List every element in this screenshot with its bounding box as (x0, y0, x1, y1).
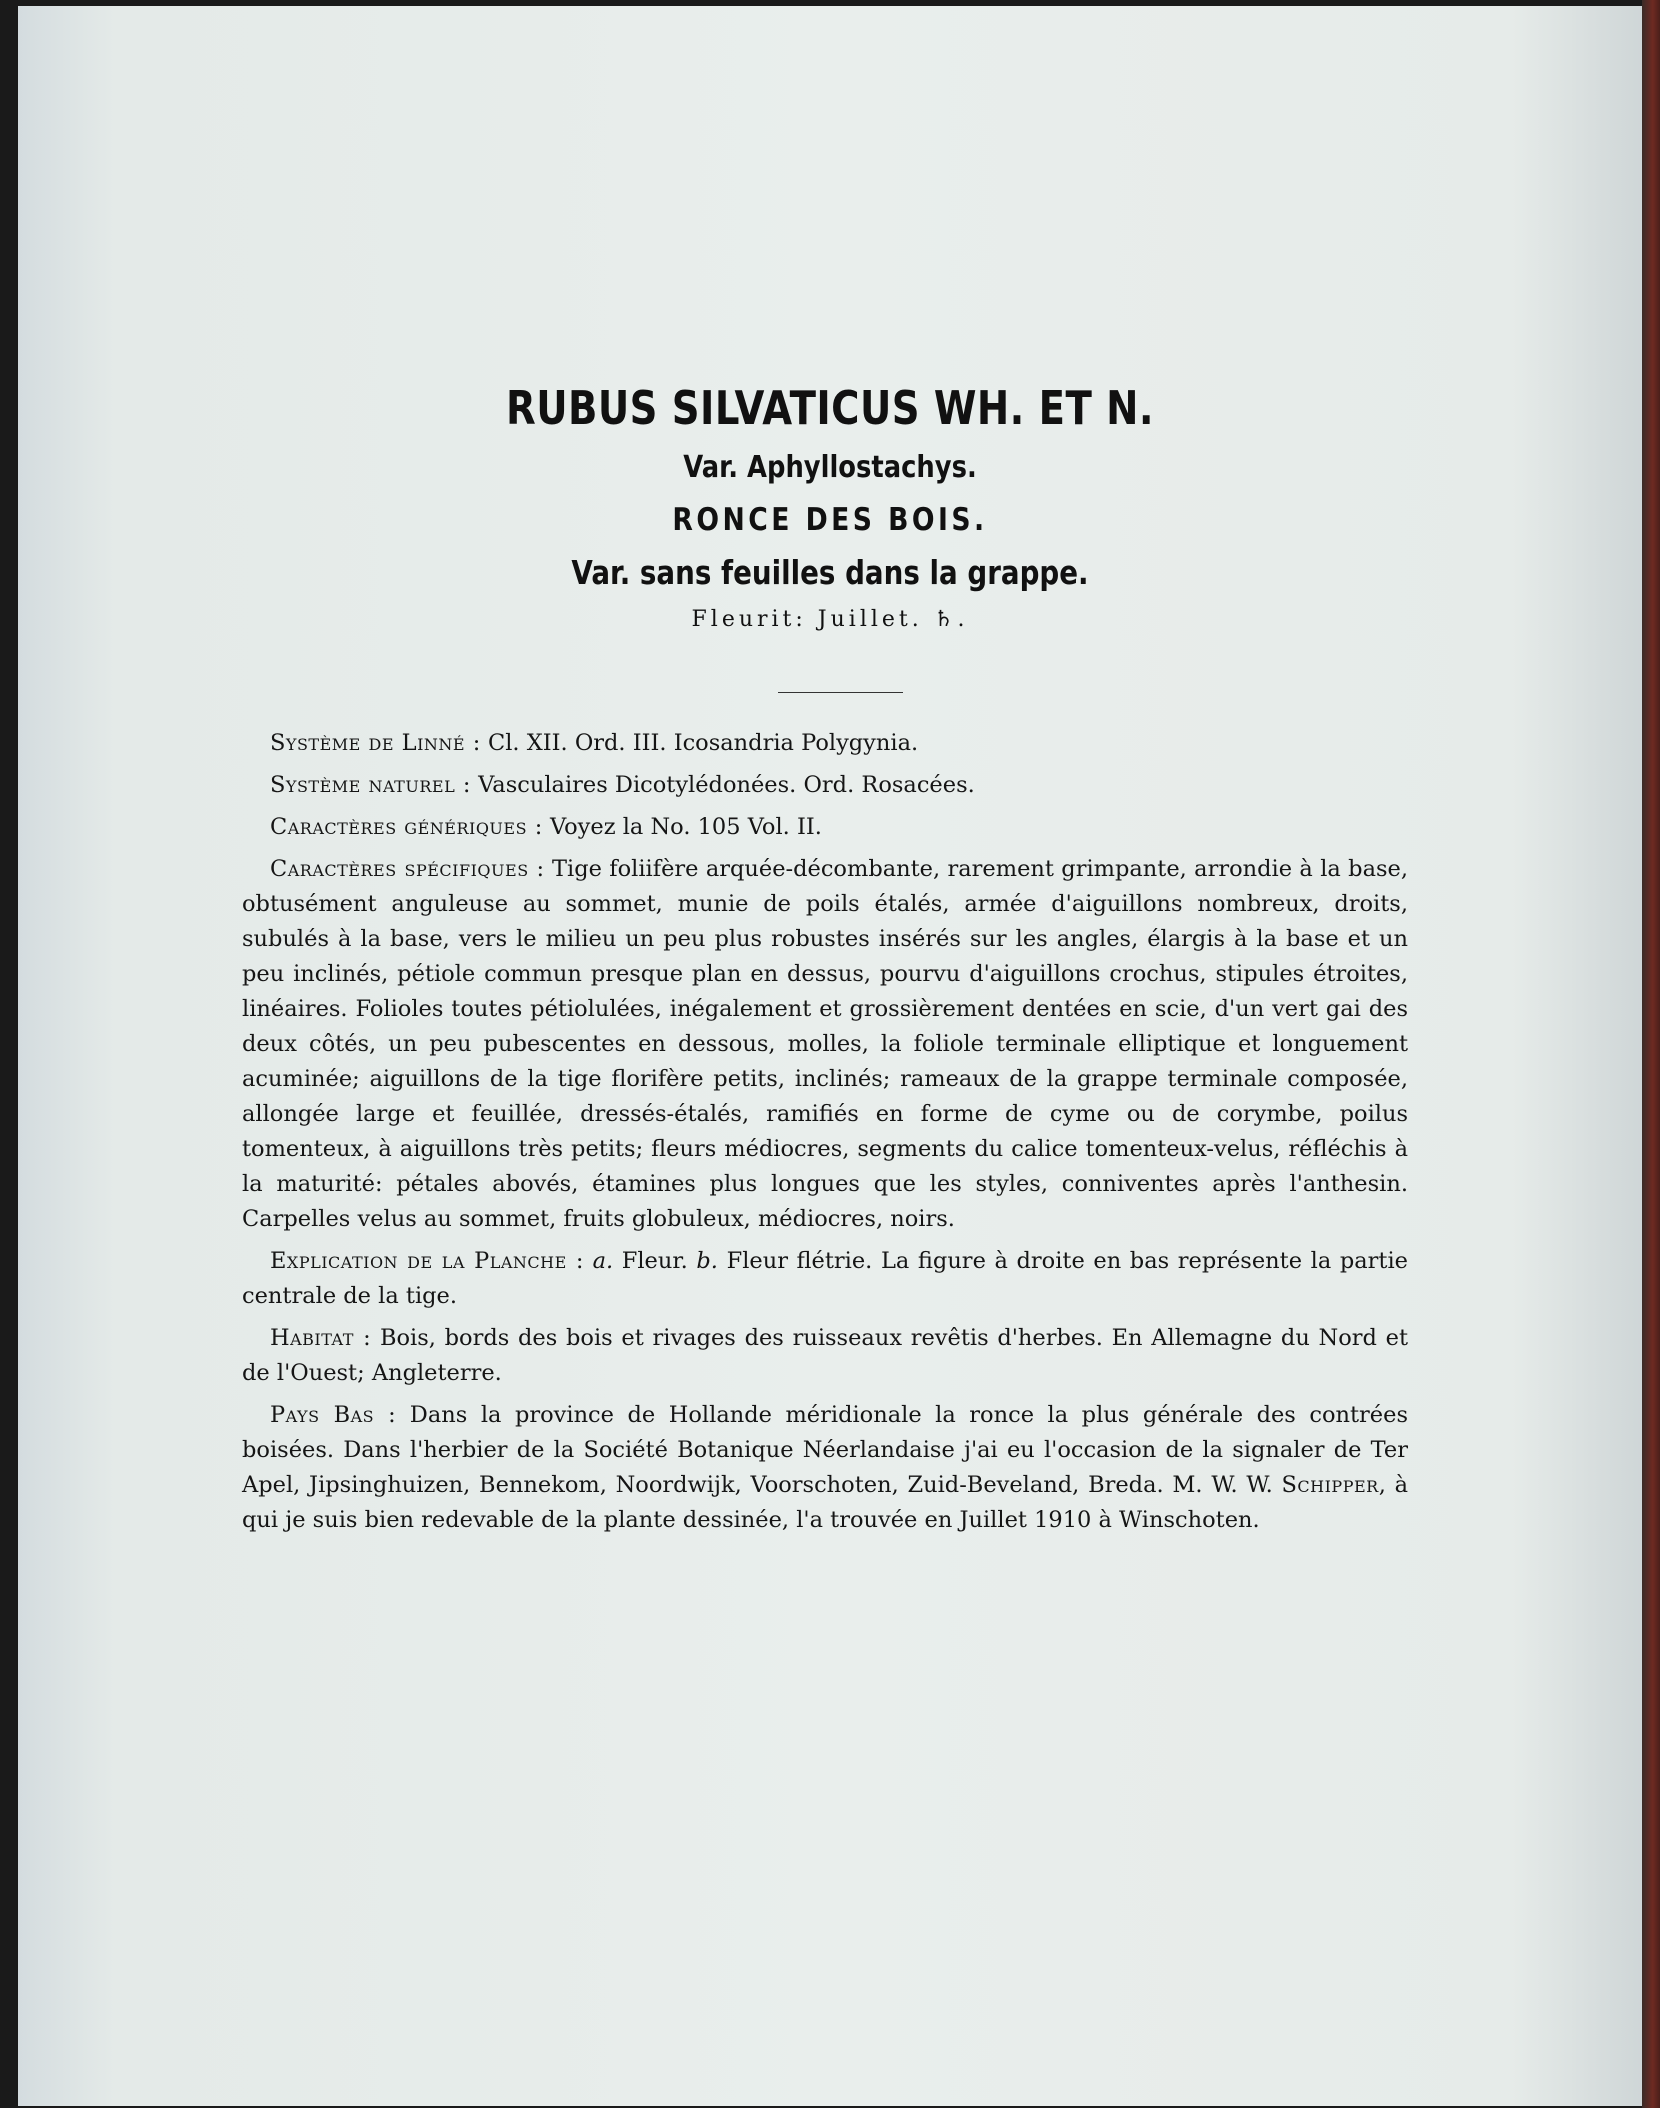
section-pays-bas (242, 1398, 1408, 1538)
section-generiques (242, 810, 1408, 845)
book-edge (1642, 0, 1660, 2108)
person-name: Schipper (1281, 1472, 1379, 1498)
section-label: Pays Bas : (270, 1402, 397, 1428)
section-label: Habitat : (270, 1325, 372, 1351)
section-specifiques (242, 852, 1408, 1237)
section-text: Voyez la No. 105 Vol. II. (549, 814, 822, 840)
flowering-season: Fleurit: Juillet. ♄. (691, 607, 969, 632)
section-label: Système de Linné : (270, 730, 481, 756)
section-text: Fleur. (613, 1248, 697, 1274)
section-text: Tige foliifère arquée-décombante, rarement grimpante, arrondie à la base, obtusément anguleuse au sommet, munie de poils étalés, armée d'aiguillons nombreux, droits, subulés à la base, vers le milieu un peu plus robustes insérés sur les angles, élargis à la base et un peu inclinés, pétiole commun presque plan en dessus, pourvu d'aiguillons crochus, stipules étroites, linéaires. Folioles toutes pétiolulées, inégalement et grossièrement dentées en scie, d'un vert gai des deux côtés, un peu pubescentes en dessous, molles, la foliole terminale elliptique et longuement acuminée; aiguillons de la tige florifère petits, inclinés; rameaux de la grappe terminale composée, allongée large et feuillée, dressés-étalés, ramifiés en forme de cyme ou de corymbe, poilus tomenteux, à aiguillons très petits; fleurs médiocres, segments du calice tomenteux-velus, réfléchis à la maturité: pétales abovés, étamines plus longues que les styles, conniventes après l'anthesin. Carpelles velus au sommet, fruits globuleux, médiocres, noirs. (242, 856, 1409, 1232)
section-text: Fleur flétrie. La figure à droite en bas représente la partie centrale de la tige. (242, 1248, 1408, 1309)
section-label: Explication de la Planche : (270, 1248, 584, 1274)
document-page (18, 6, 1642, 2106)
section-text: Cl. XII. Ord. III. Icosandria Polygynia. (488, 730, 919, 756)
section-linne (242, 726, 1408, 761)
section-explication (242, 1244, 1408, 1314)
figure-letter-a: a. (592, 1248, 614, 1274)
section-label: Système naturel : (270, 772, 471, 798)
variety-french: Var. sans feuilles dans la grappe. (571, 553, 1089, 592)
description-body (242, 726, 1408, 1545)
section-text: Bois, bords des bois et rivages des ruisseaux revêtis d'herbes. En Allemagne du Nord et de l'Ouest; Angleterre. (242, 1325, 1409, 1386)
heading-block (18, 378, 1642, 638)
section-label: Caractères génériques : (270, 814, 543, 840)
page-title: RUBUS SILVATICUS WH. ET N. (506, 381, 1154, 435)
figure-letter-b: b. (696, 1248, 718, 1274)
divider (778, 692, 903, 693)
section-label: Caractères spécifiques : (270, 856, 545, 882)
section-habitat (242, 1321, 1408, 1391)
variety-latin: Var. Aphyllostachys. (683, 450, 977, 485)
section-text: , à qui je suis bien redevable de la plante dessinée, l'a trouvée en Juillet 1910 à Winschoten. (242, 1472, 1408, 1533)
section-text: Vasculaires Dicotylédonées. Ord. Rosacées. (478, 772, 975, 798)
section-text: Dans la province de Hollande méridionale la ronce la plus générale des contrées boisées. Dans l'herbier de la Société Botanique Néerlandaise j'ai eu l'occasion de la signaler de Ter Apel, Jipsinghuizen, Bennekom, Noordwijk, Voorschoten, Zuid-Beveland, Breda. M. W. W. (242, 1402, 1408, 1498)
section-naturel (242, 768, 1408, 803)
name-french: RONCE DES BOIS. (672, 502, 988, 538)
